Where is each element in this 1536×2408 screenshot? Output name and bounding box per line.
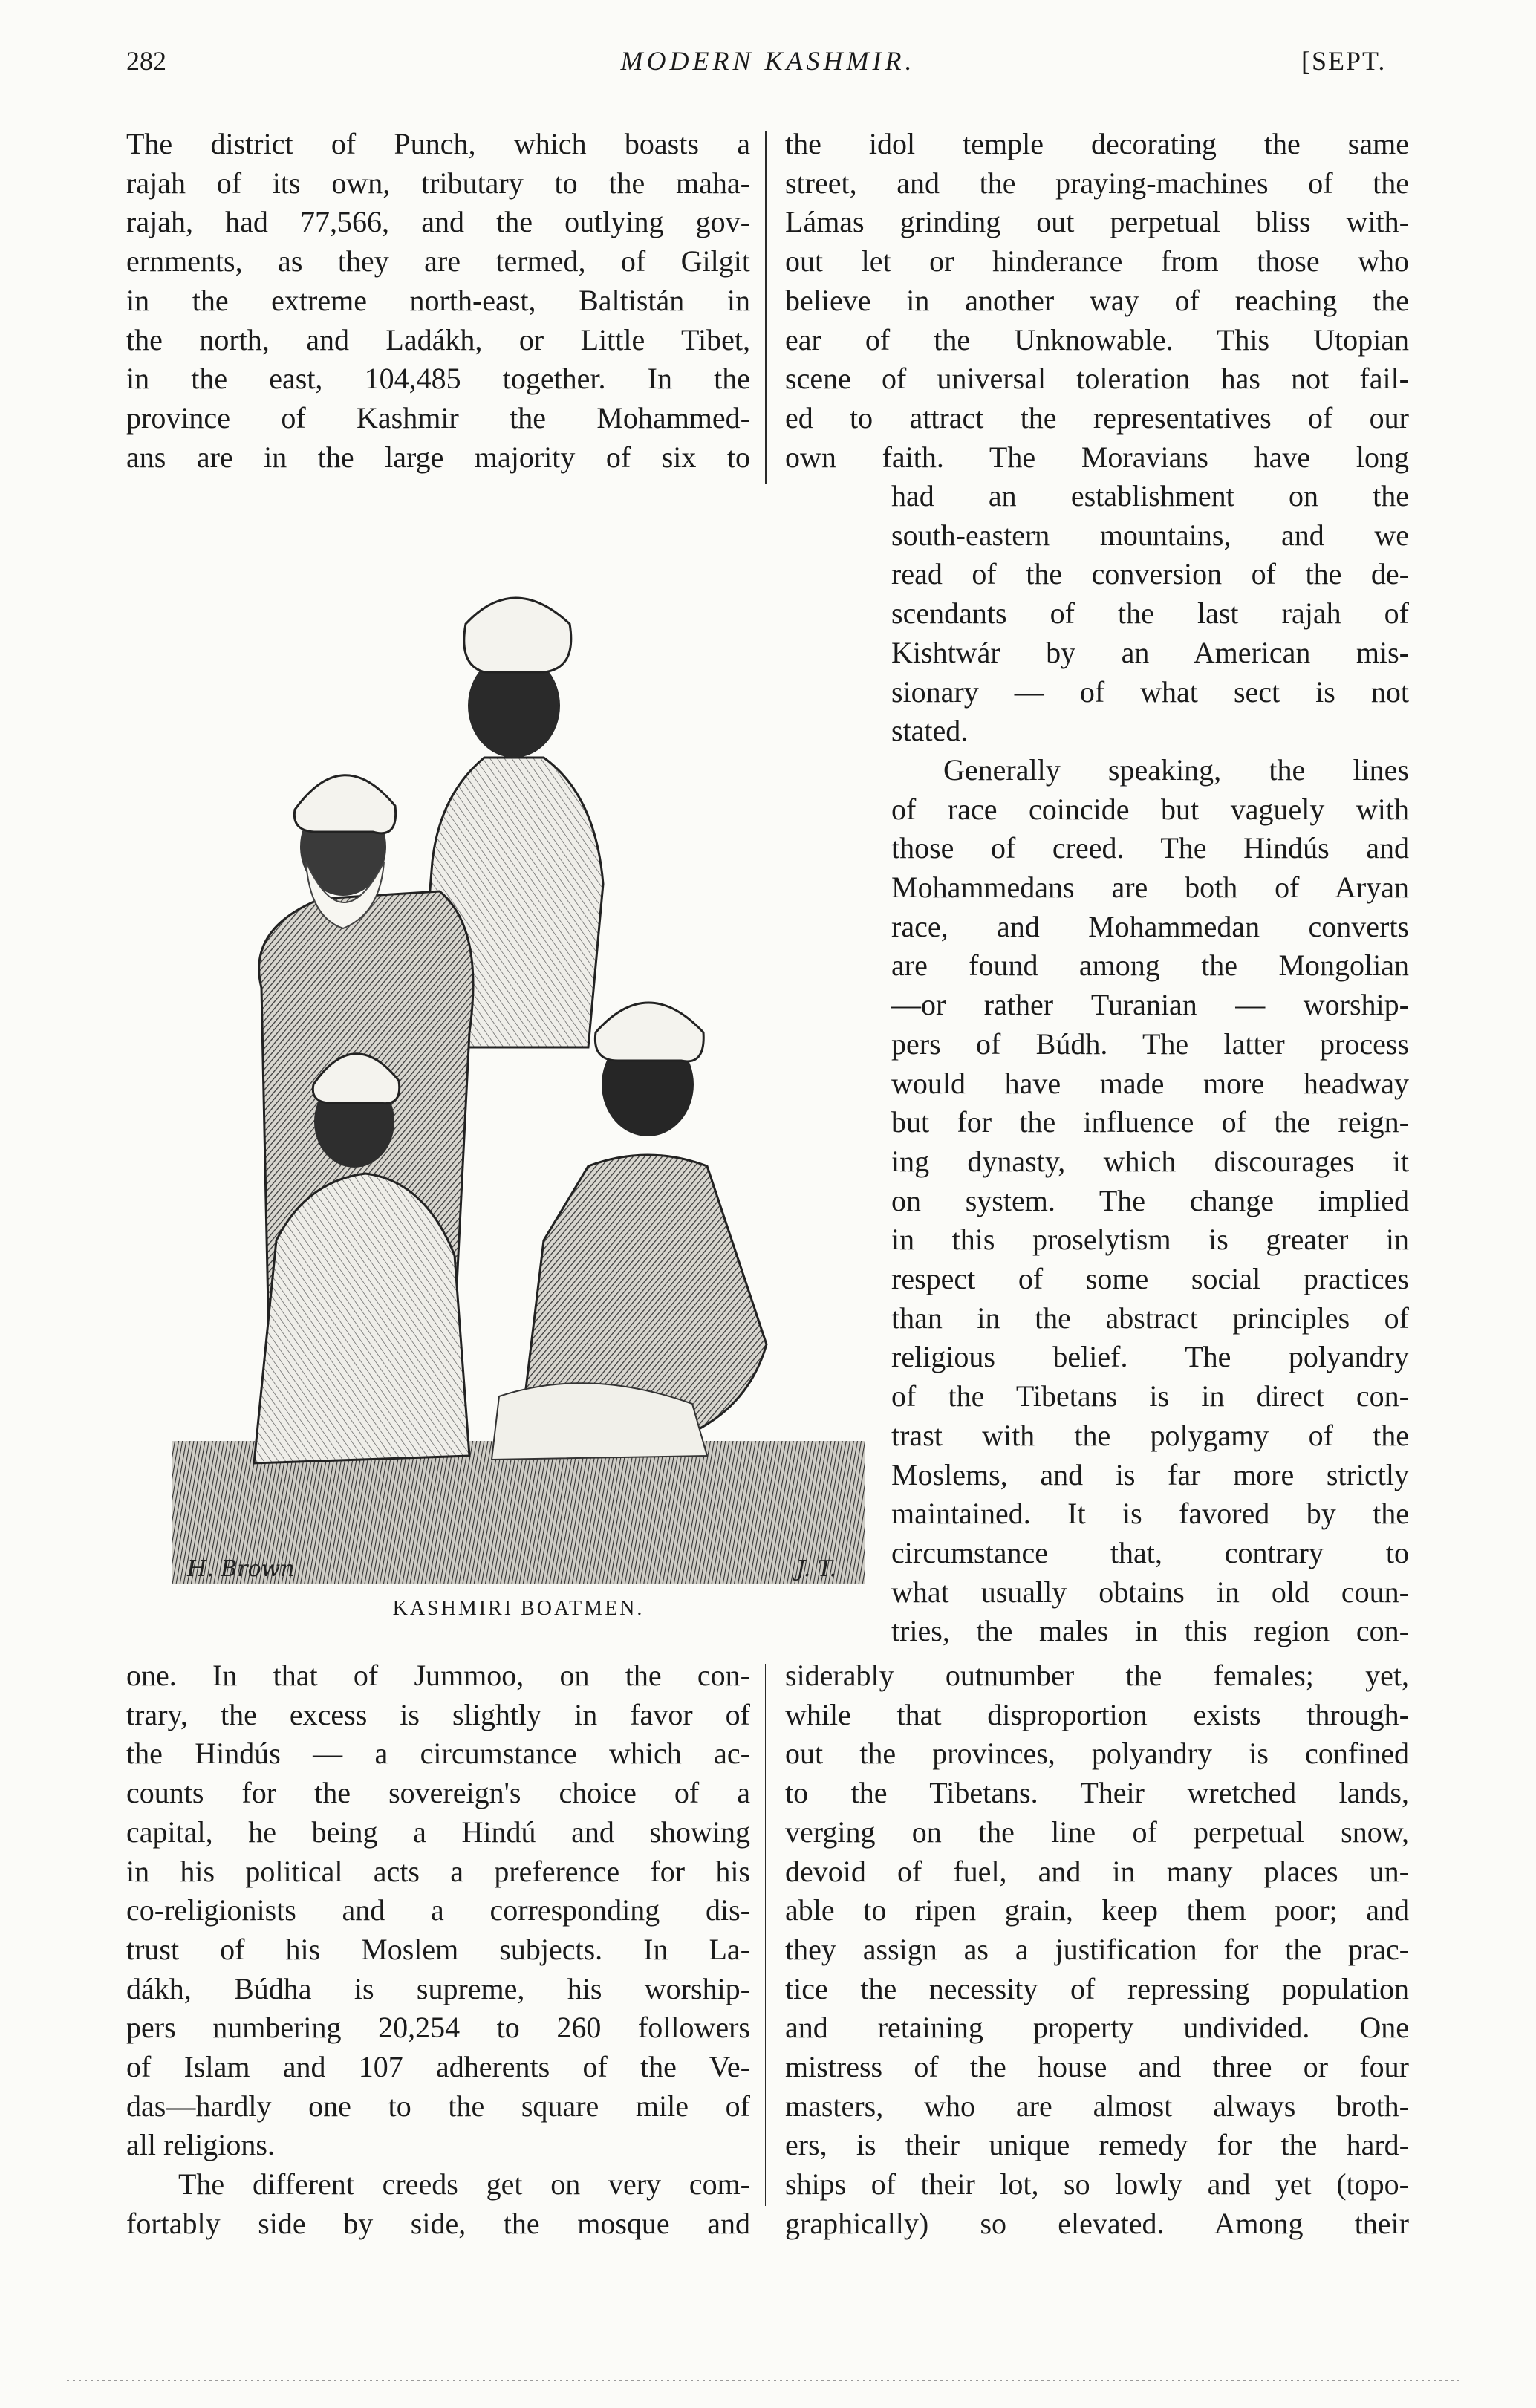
text-line: pers numbering 20,254 to 260 followers <box>126 2011 750 2045</box>
text-line: but for the influence of the reign- <box>891 1105 1409 1139</box>
text-line: the Hindús — a circumstance which ac- <box>126 1737 750 1771</box>
text-line: tries, the males in this region con- <box>891 1614 1409 1648</box>
text-line: co-religionists and a corresponding dis- <box>126 1893 750 1927</box>
text-line: ed to attract the representatives of our <box>785 400 1409 435</box>
text-line: of the Tibetans is in direct con- <box>891 1379 1409 1413</box>
text-line: The district of Punch, which boasts a <box>126 127 750 160</box>
text-line: das—hardly one to the square mile of <box>126 2089 750 2123</box>
text-line: sionary — of what sect is not <box>891 674 1409 709</box>
text-line: Mohammedans are both of Aryan <box>891 871 1409 905</box>
engraving-illustration <box>172 512 865 1584</box>
text-line: while that disproportion exists through- <box>785 1697 1409 1731</box>
text-line: to the Tibetans. Their wretched lands, <box>785 1776 1409 1810</box>
text-line: Lámas grinding out perpetual bliss with- <box>785 205 1409 239</box>
text-line: ernments, as they are termed, of Gilgit <box>126 244 750 279</box>
text-line: religious belief. The polyandry <box>891 1340 1409 1374</box>
text-line: out let or hinderance from those who <box>785 244 1409 279</box>
text-line: and retaining property undivided. One <box>785 2011 1409 2045</box>
left-column-top <box>126 125 750 477</box>
text-line: one. In that of Jummoo, on the con- <box>126 1659 750 1692</box>
text-line: rajah, had 77,566, and the outlying gov- <box>126 205 750 239</box>
text-line: those of creed. The Hindús and <box>891 831 1409 865</box>
text-line: tice the necessity of repressing population <box>785 1971 1409 2005</box>
text-line: read of the conversion of the de- <box>891 557 1409 591</box>
text-line: Kishtwár by an American mis- <box>891 635 1409 669</box>
text-line: street, and the praying-machines of the <box>785 166 1409 200</box>
text-line: rajah of its own, tributary to the maha- <box>126 166 750 200</box>
text-line: mistress of the house and three or four <box>785 2050 1409 2084</box>
text-line: the idol temple decorating the same <box>785 127 1409 160</box>
text-line: The different creeds get on very com- <box>178 2167 750 2202</box>
text-line: stated. <box>891 714 969 748</box>
text-line: had an establishment on the <box>891 479 1409 512</box>
text-line: in his political acts a preference for his <box>126 1854 750 1888</box>
text-line: ans are in the large majority of six to <box>126 440 750 474</box>
text-line: ing dynasty, which discourages it <box>891 1144 1409 1178</box>
text-line: maintained. It is favored by the <box>891 1497 1409 1531</box>
text-line: own faith. The Moravians have long <box>785 440 1409 474</box>
svg-text:H. Brown: H. Brown <box>187 1556 295 1582</box>
text-line: counts for the sovereign's choice of a <box>126 1776 750 1810</box>
text-line: ear of the Unknowable. This Utopian <box>785 322 1409 357</box>
text-line: believe in another way of reaching the <box>785 283 1409 317</box>
text-line: in the extreme north-east, Baltistán in <box>126 283 750 317</box>
text-line: what usually obtains in old coun- <box>891 1575 1409 1609</box>
text-line: on system. The change implied <box>891 1183 1409 1217</box>
right-column-bottom <box>785 1656 1409 2244</box>
text-line: —or rather Turanian — worship- <box>891 988 1409 1022</box>
text-line: of race coincide but vaguely with <box>891 792 1409 826</box>
text-line: dákh, Búdha is supreme, his worship- <box>126 1971 750 2005</box>
text-line: pers of Búdh. The latter process <box>891 1026 1409 1061</box>
text-line: the north, and Ladákh, or Little Tibet, <box>126 322 750 357</box>
text-line: siderably outnumber the females; yet, <box>785 1659 1409 1692</box>
left-column-bottom <box>126 1656 750 2244</box>
text-line: are found among the Mongolian <box>891 948 1409 983</box>
text-line: ers, is their unique remedy for the hard- <box>785 2128 1409 2162</box>
svg-text:J. T.: J. T. <box>796 1556 836 1582</box>
text-line: circumstance that, contrary to <box>891 1535 1409 1569</box>
text-line: would have made more headway <box>891 1066 1409 1100</box>
print-edge <box>67 2377 1463 2384</box>
text-line: in this proselytism is greater in <box>891 1223 1409 1257</box>
text-line: trary, the excess is slightly in favor of <box>126 1697 750 1731</box>
text-line: masters, who are almost always broth- <box>785 2089 1409 2123</box>
text-line: verging on the line of perpetual snow, <box>785 1815 1409 1849</box>
column-rule <box>765 1664 766 2206</box>
text-line: devoid of fuel, and in many places un- <box>785 1854 1409 1888</box>
right-column-top <box>785 125 1409 477</box>
text-line: province of Kashmir the Mohammed- <box>126 400 750 435</box>
text-line: race, and Mohammedan converts <box>891 909 1409 943</box>
illustration-caption: KASHMIRI BOATMEN. <box>392 1597 645 1620</box>
text-line: ships of their lot, so lowly and yet (topo- <box>785 2167 1409 2202</box>
text-line: capital, he being a Hindú and showing <box>126 1815 750 1849</box>
text-line: in the east, 104,485 together. In the <box>126 362 750 396</box>
text-line: of Islam and 107 adherents of the Ve- <box>126 2050 750 2084</box>
text-line: trast with the polygamy of the <box>891 1418 1409 1452</box>
text-line: graphically) so elevated. Among their <box>785 2206 1409 2240</box>
text-line: scene of universal toleration has not fail- <box>785 362 1409 396</box>
text-line: Moslems, and is far more strictly <box>891 1457 1409 1491</box>
text-line: all religions. <box>126 2128 275 2162</box>
text-line: south-eastern mountains, and we <box>891 518 1409 552</box>
text-line: they assign as a justification for the prac- <box>785 1932 1409 1966</box>
text-line: trust of his Moslem subjects. In La- <box>126 1932 750 1966</box>
text-line: fortably side by side, the mosque and <box>126 2206 750 2240</box>
text-line: respect of some social practices <box>891 1262 1409 1296</box>
text-line: scendants of the last rajah of <box>891 596 1409 631</box>
text-line: than in the abstract principles of <box>891 1301 1409 1335</box>
running-date: [SEPT. <box>1301 46 1387 76</box>
column-rule <box>765 131 767 484</box>
text-line: Generally speaking, the lines <box>943 752 1409 787</box>
text-line: able to ripen grain, keep them poor; and <box>785 1893 1409 1927</box>
text-line: out the provinces, polyandry is confined <box>785 1737 1409 1771</box>
running-title: MODERN KASHMIR. <box>620 46 916 76</box>
page-number: 282 <box>126 46 166 76</box>
right-column-narrow <box>891 477 1409 1651</box>
